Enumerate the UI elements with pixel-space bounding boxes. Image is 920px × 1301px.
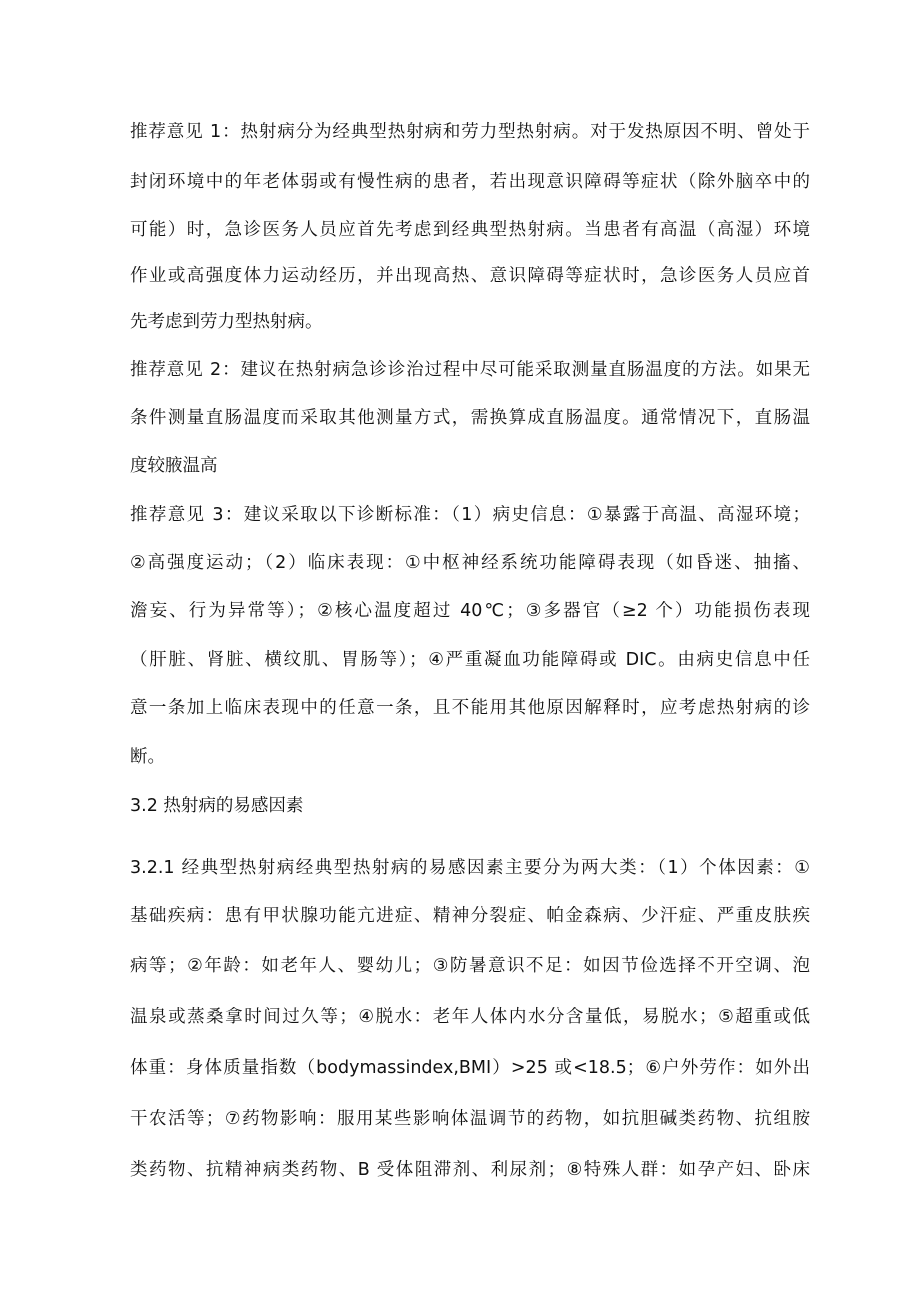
sec321-line-3: 病等；②年龄：如老年人、婴幼儿；③防暑意识不足：如因节俭选择不开空调、泡 (130, 956, 810, 976)
sec321-line-1: 3.2.1 经典型热射病经典型热射病的易感因素主要分为两大类：（1）个体因素：① (130, 858, 810, 878)
section-heading-3-2: 3.2 热射病的易感因素 (130, 796, 304, 816)
rec1-line-3: 可能）时，急诊医务人员应首先考虑到经典型热射病。当患者有高温（高湿）环境 (130, 220, 810, 240)
rec3-line-6: 断。 (130, 747, 165, 767)
rec2-line-1: 推荐意见 2：建议在热射病急诊诊治过程中尽可能采取测量直肠温度的方法。如果无 (130, 360, 810, 380)
sec321-line-5: 体重：身体质量指数（bodymassindex,BMI）>25 或<18.5；⑥户外劳作：如外出 (130, 1058, 810, 1078)
rec3-line-5: 意一条加上临床表现中的任意一条，且不能用其他原因解释时，应考虑热射病的诊 (130, 698, 810, 718)
rec1-line-4: 作业或高强度体力运动经历，并出现高热、意识障碍等症状时，急诊医务人员应首 (130, 266, 810, 286)
rec3-line-2: ②高强度运动；（2）临床表现：①中枢神经系统功能障碍表现（如昏迷、抽搐、 (130, 553, 810, 573)
sec321-line-6: 干农活等；⑦药物影响：服用某些影响体温调节的药物，如抗胆碱类药物、抗组胺 (130, 1109, 810, 1129)
sec321-line-2: 基础疾病：患有甲状腺功能亢进症、精神分裂症、帕金森病、少汗症、严重皮肤疾 (130, 906, 810, 926)
rec1-line-2: 封闭环境中的年老体弱或有慢性病的患者，若出现意识障碍等症状（除外脑卒中的 (130, 172, 810, 192)
rec1-line-5: 先考虑到劳力型热射病。 (130, 312, 323, 332)
rec2-line-3: 度较腋温高 (130, 456, 218, 476)
sec321-line-4: 温泉或蒸桑拿时间过久等；④脱水：老年人体内水分含量低，易脱水；⑤超重或低 (130, 1007, 810, 1027)
rec3-line-4: （肝脏、肾脏、横纹肌、胃肠等）；④严重凝血功能障碍或 DIC。由病史信息中任 (130, 650, 810, 670)
sec321-line-7: 类药物、抗精神病类药物、Β 受体阻滞剂、利尿剂；⑧特殊人群：如孕产妇、卧床 (130, 1160, 810, 1180)
rec3-line-3: 澹妄、行为异常等）；②核心温度超过 40℃；③多器官（≥2 个）功能损伤表现 (130, 601, 810, 621)
rec1-line-1: 推荐意见 1：热射病分为经典型热射病和劳力型热射病。对于发热原因不明、曾处于 (130, 122, 810, 142)
rec3-line-1: 推荐意见 3：建议采取以下诊断标准：（1）病史信息：①暴露于高温、高湿环境； (130, 505, 810, 525)
rec2-line-2: 条件测量直肠温度而采取其他测量方式，需换算成直肠温度。通常情况下，直肠温 (130, 408, 810, 428)
